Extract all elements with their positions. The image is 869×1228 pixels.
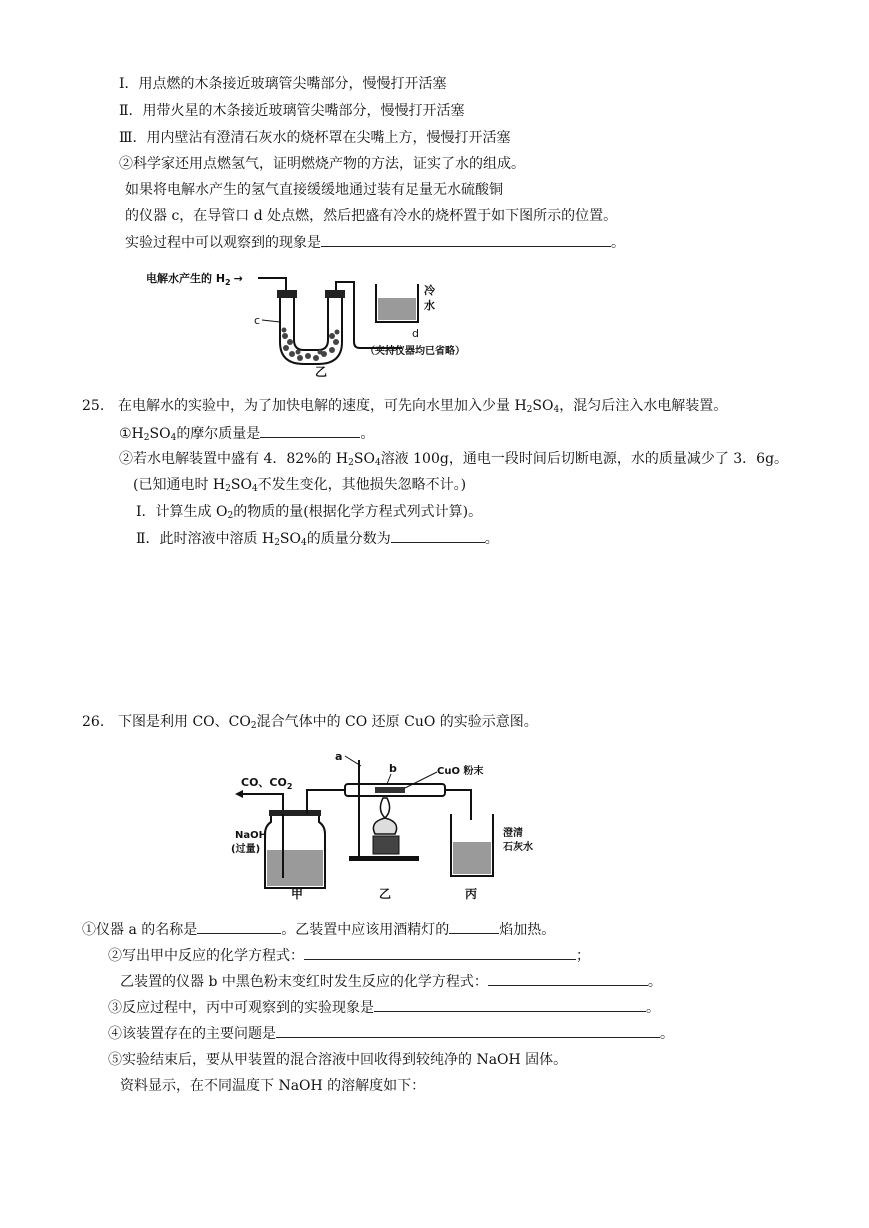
- q26-part3: ③反应过程中，丙中可观察到的实验现象是 。: [108, 1000, 660, 1016]
- q26-part4: ④该装置存在的主要问题是 。: [108, 1026, 674, 1042]
- q26-part2b: 乙装置的仪器 b 中黑色粉末变红时发生反应的化学方程式： 。: [120, 974, 662, 990]
- option-ii: Ⅱ．用带火星的木条接近玻璃管尖嘴部分，慢慢打开活塞: [119, 103, 465, 119]
- figure-label-clear: 澄清: [503, 828, 523, 839]
- q26-number: 26.: [82, 714, 105, 730]
- cuso4-granules: [282, 328, 340, 362]
- q26-stem: 下图是利用 CO、$CO_2$混合气体中的 CO 还原 CuO 的实验示意图。: [118, 714, 538, 731]
- figure-label-d: d: [412, 327, 419, 340]
- q26-part5: ⑤实验结束后，要从甲装置的混合溶液中回收得到较纯净的 NaOH 固体。: [108, 1052, 568, 1068]
- answer-blank[interactable]: [304, 946, 576, 960]
- figure-note: （夹持仪器均已省略）: [365, 346, 465, 357]
- figure-label-cuo: CuO 粉末: [437, 766, 484, 777]
- figure-label-water: 水: [424, 299, 435, 312]
- option-i: Ⅰ．用点燃的木条接近玻璃管尖嘴部分，慢慢打开活塞: [119, 76, 447, 92]
- figure-caption-yi: 乙: [379, 887, 392, 901]
- figure-label-naoh: NaOH: [235, 830, 267, 841]
- figure-label-gas: CO、$CO_2$: [241, 776, 293, 791]
- q26-part6: 资料显示，在不同温度下 NaOH 的溶解度如下：: [120, 1078, 426, 1094]
- q25-part2: ②若水电解装置中盛有 4．82%的 $H_2SO_4$溶液 100g，通电一段时间后切断电源，水的质量减少了 3．6g。: [119, 451, 789, 468]
- figure-label-a: a: [335, 752, 343, 763]
- q26-part1: ①仪器 a 的名称是 。乙装置中应该用酒精灯的 焰加热。: [82, 922, 556, 938]
- q24-desc-1: 如果将电解水产生的氢气直接缓缓地通过装有足量无水硫酸铜: [125, 182, 503, 198]
- answer-blank[interactable]: [260, 424, 360, 438]
- answer-blank[interactable]: [374, 998, 646, 1012]
- stopper-right: [325, 290, 345, 298]
- figure-label-b: b: [389, 762, 397, 775]
- q25-note: (已知通电时 $H_2SO_4$不发生变化，其他损失忽略不计。): [133, 477, 467, 494]
- q24-question-text: 实验过程中可以观察到的现象是: [125, 235, 321, 251]
- q24-question: 实验过程中可以观察到的现象是 。: [125, 235, 625, 251]
- figure-label-cold: 冷: [424, 284, 435, 297]
- figure-caption-bing: 丙: [465, 887, 478, 901]
- q25-number: 25.: [82, 398, 105, 414]
- q25-stem: 在电解水的实验中，为了加快电解的速度，可先向水里加入少量 $H_2SO_4$，混匀后注入水电解装置。: [118, 398, 728, 415]
- option-iii: Ⅲ．用内壁沾有澄清石灰水的烧杯罩在尖嘴上方，慢慢打开活塞: [119, 130, 511, 146]
- figure-label-limewater: 石灰水: [503, 842, 533, 853]
- answer-blank[interactable]: [321, 233, 611, 247]
- answer-blank[interactable]: [276, 1024, 660, 1038]
- stopper-left: [277, 290, 297, 298]
- figure-caption-yi: 乙: [315, 365, 328, 379]
- q26-part2: ②写出甲中反应的化学方程式： ；: [108, 948, 590, 964]
- q25-part1: $①H_2SO_4$的摩尔质量是 。: [119, 426, 375, 443]
- answer-blank[interactable]: [391, 529, 485, 543]
- figure-label-h2: 电解水产生的 $H_2$ →: [146, 272, 243, 287]
- q25-sub-ii: Ⅱ．此时溶液中溶质 $H_2SO_4$的质量分数为 。: [136, 531, 499, 548]
- answer-blank[interactable]: [449, 920, 499, 934]
- figure-utube-apparatus: [140, 262, 520, 382]
- q25-sub-i: Ⅰ．计算生成 $O_2$的物质的量(根据化学方程式列式计算)。: [136, 504, 483, 521]
- alcohol-lamp: [373, 818, 396, 834]
- figure-caption-jia: 甲: [291, 887, 304, 901]
- figure-label-c: c: [254, 314, 261, 327]
- figure-label-excess: (过量): [231, 844, 261, 855]
- q24-part2: ②科学家还用点燃氢气，证明燃烧产物的方法，证实了水的组成。: [119, 156, 525, 172]
- q24-desc-2: 的仪器 c，在导管口 d 处点燃，然后把盛有冷水的烧杯置于如下图所示的位置。: [125, 208, 618, 224]
- answer-blank[interactable]: [197, 920, 281, 934]
- figure-co-reduction-apparatus: [225, 752, 565, 902]
- answer-blank[interactable]: [488, 972, 648, 986]
